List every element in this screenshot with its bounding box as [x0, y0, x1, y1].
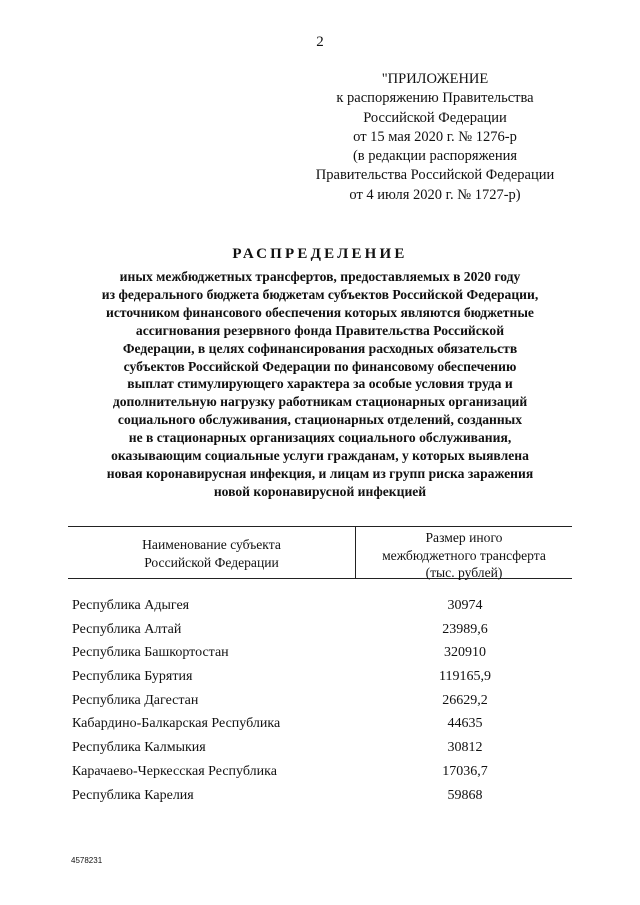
- subtitle-line: ассигнования резервного фонда Правительства Российской: [135, 322, 505, 338]
- table-row: [72, 667, 572, 691]
- table-body: [72, 596, 572, 809]
- subtitle-line: субъектов Российской Федерации по финансовому обеспечению: [123, 358, 517, 374]
- column-header-subject: [68, 536, 355, 571]
- subtitle-line: новая коронавирусная инфекция, и лицам из групп риска заражения: [106, 465, 534, 481]
- transfer-amount: 26629,2: [442, 692, 488, 708]
- subject-name: Республика Калмыкия: [72, 740, 206, 756]
- page-number: 2: [316, 34, 324, 50]
- column-header-line: (тыс. рублей): [425, 565, 503, 580]
- subject-name: Республика Карелия: [72, 787, 194, 803]
- column-header-amount: [356, 529, 572, 582]
- table-row: [72, 738, 572, 762]
- subtitle-line: из федерального бюджета бюджетам субъектов Российской Федерации,: [101, 286, 539, 302]
- transfer-amount: 30812: [447, 740, 483, 756]
- subtitle-line: не в стационарных организациях социального обслуживания,: [128, 430, 512, 446]
- appendix-line: Российской Федерации: [363, 109, 507, 126]
- subject-name: Кабардино-Балкарская Республика: [72, 716, 281, 732]
- subtitle-line: иных межбюджетных трансфертов, предоставляемых в 2020 году: [119, 269, 521, 284]
- subtitle-line: социального обслуживания, стационарных отделений, созданных: [117, 412, 523, 428]
- table-row: [72, 691, 572, 715]
- document-code: 4578231: [71, 856, 103, 865]
- transfer-amount: 44635: [447, 716, 483, 732]
- subtitle-line: оказывающим социальные услуги гражданам, у которых выявлена: [111, 448, 529, 464]
- transfer-amount: 30974: [447, 598, 483, 613]
- subtitle-line: Федерации, в целях софинансирования расходных обязательств: [122, 340, 518, 356]
- table-row: [72, 762, 572, 786]
- table-top-rule: [68, 526, 572, 527]
- document-title: РАСПРЕДЕЛЕНИЕ: [232, 246, 408, 262]
- appendix-line: к распоряжению Правительства: [336, 90, 534, 107]
- table-row: [72, 714, 572, 738]
- subject-name: Республика Дагестан: [72, 692, 199, 708]
- table-row: [72, 643, 572, 667]
- table-row: [72, 620, 572, 644]
- appendix-line: от 4 июля 2020 г. № 1727-р): [349, 186, 521, 203]
- appendix-line: Правительства Российской Федерации: [315, 167, 555, 184]
- subject-name: Республика Адыгея: [72, 598, 190, 613]
- table-row: [72, 786, 572, 810]
- subtitle-line: дополнительную нагрузку работникам стационарных организаций: [112, 394, 528, 410]
- subject-name: Республика Башкортостан: [72, 645, 229, 661]
- column-header-line: Наименование субъекта: [142, 537, 281, 552]
- subject-name: Республика Бурятия: [72, 669, 193, 685]
- table-row: [72, 596, 572, 620]
- subtitle-line: источником финансового обеспечения которых являются бюджетные: [106, 304, 534, 320]
- appendix-header: [300, 70, 570, 205]
- transfer-amount: 320910: [444, 645, 486, 661]
- subtitle-line: выплат стимулирующего характера за особые условия труда и: [127, 376, 513, 392]
- subject-name: Республика Алтай: [72, 621, 182, 637]
- appendix-line: от 15 мая 2020 г. № 1276-р: [353, 128, 517, 145]
- document-subtitle: [40, 268, 600, 501]
- transfer-amount: 59868: [447, 787, 483, 803]
- column-header-line: Размер иного: [425, 530, 503, 545]
- transfer-amount: 119165,9: [439, 669, 491, 685]
- transfer-amount: 23989,6: [442, 621, 488, 637]
- column-header-line: межбюджетного трансферта: [382, 547, 546, 563]
- appendix-line: "ПРИЛОЖЕНИЕ: [381, 71, 489, 87]
- subtitle-line: новой коронавирусной инфекцией: [213, 483, 427, 499]
- column-header-line: Российской Федерации: [144, 554, 279, 570]
- subject-name: Карачаево-Черкесская Республика: [72, 763, 277, 779]
- appendix-line: (в редакции распоряжения: [352, 148, 518, 165]
- transfer-amount: 17036,7: [442, 763, 488, 779]
